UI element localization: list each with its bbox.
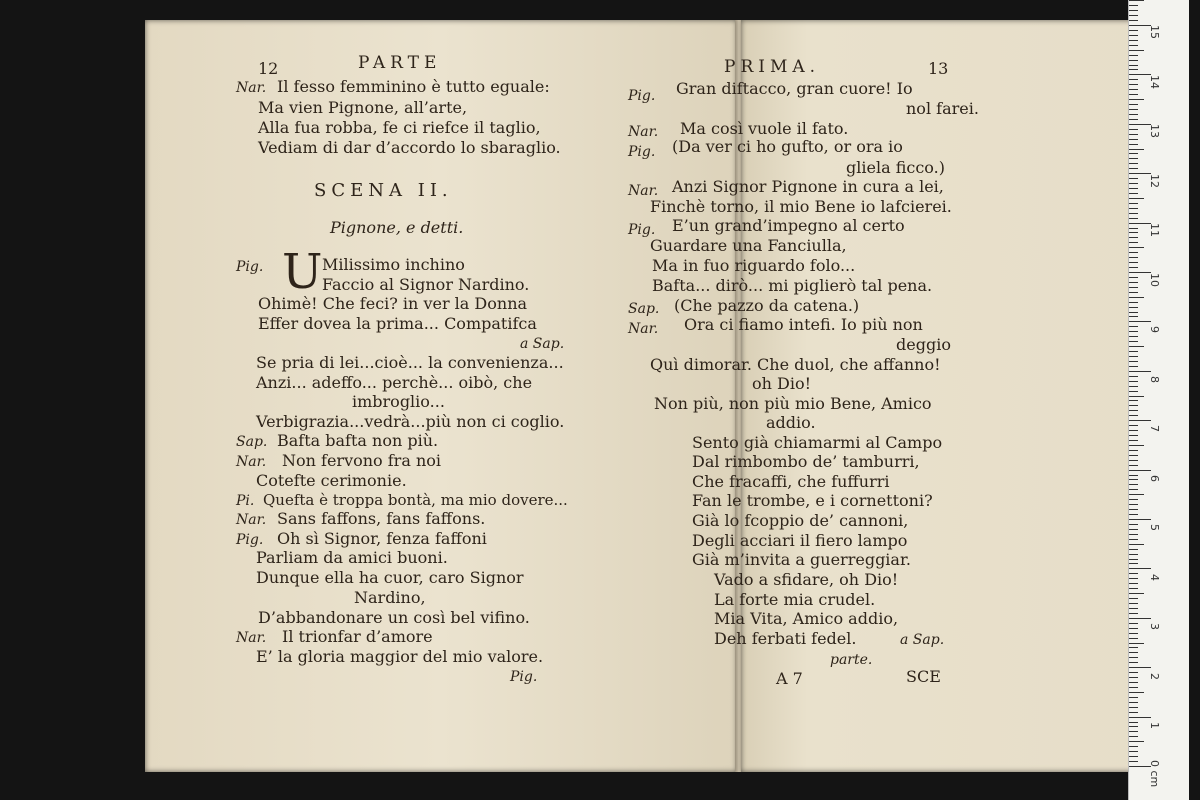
- verse-line: Già m’invita a guerreggiar.: [692, 550, 911, 569]
- ruler-tick: [1129, 40, 1138, 41]
- verse-line: Oh sì Signor, fenza faffoni: [277, 529, 487, 548]
- ruler-tick: [1129, 420, 1151, 421]
- ruler-tick: [1129, 672, 1138, 673]
- verse-line: Anzi... adeffo... perchè... oibò, che: [256, 373, 533, 392]
- ruler-tick: [1129, 203, 1138, 204]
- ruler-tick: [1129, 257, 1138, 258]
- ruler-tick: [1129, 568, 1151, 569]
- ruler-tick: [1129, 163, 1138, 164]
- verse-line: Sento già chiamarmi al Campo: [692, 433, 943, 452]
- ruler-tick: [1129, 514, 1138, 515]
- ruler-tick: [1129, 198, 1144, 199]
- ruler-number: 15: [1148, 25, 1161, 39]
- ruler-tick: [1129, 707, 1138, 708]
- verse-line: Fan le trombe, e i cornettoni?: [692, 491, 933, 510]
- ruler-tick: [1129, 346, 1144, 347]
- verse-line: Bafta... dirò... mi piglierò tal pena.: [652, 276, 933, 295]
- ruler-tick: [1129, 114, 1138, 115]
- verse-line: E’un grand’impegno al certo: [672, 216, 905, 235]
- verse-line: Faccio al Signor Nardino.: [322, 275, 530, 294]
- right-page-number: 13: [928, 59, 949, 78]
- ruler-tick: [1129, 35, 1138, 36]
- ruler-unit-label: 0 cm: [1148, 760, 1161, 788]
- ruler-number: 11: [1148, 223, 1161, 237]
- verse-line: Guardare una Fanciulla,: [650, 236, 847, 255]
- speaker: Nar.: [236, 80, 267, 96]
- ruler-tick: [1129, 316, 1138, 317]
- verse-line: Gran diftacco, gran cuore! Io: [676, 79, 913, 98]
- speaker: Nar.: [236, 454, 267, 470]
- ruler-tick: [1129, 613, 1138, 614]
- ruler-tick: [1129, 657, 1138, 658]
- ruler-tick: [1129, 193, 1138, 194]
- ruler-tick: [1129, 94, 1138, 95]
- speaker: Nar.: [628, 124, 659, 140]
- ruler-tick: [1129, 376, 1138, 377]
- left-running-head: PARTE: [358, 53, 442, 73]
- ruler-tick: [1129, 598, 1138, 599]
- verse-line: Bafta bafta non più.: [277, 431, 439, 450]
- ruler-tick: [1129, 144, 1138, 145]
- ruler-tick: [1129, 593, 1144, 594]
- verse-line: oh Dio!: [752, 374, 812, 393]
- ruler-number: 4: [1148, 574, 1161, 581]
- ruler-tick: [1129, 351, 1138, 352]
- ruler-tick: [1129, 386, 1138, 387]
- verse-line: Deh ferbati fedel.: [714, 629, 857, 648]
- ruler-tick: [1129, 717, 1151, 718]
- stage-direction: a Sap.: [900, 632, 945, 648]
- verse-line: Ma così vuole il fato.: [680, 119, 849, 138]
- speaker: Pig.: [628, 88, 656, 104]
- ruler-tick: [1129, 529, 1138, 530]
- ruler-tick: [1129, 544, 1144, 545]
- ruler-tick: [1129, 494, 1144, 495]
- ruler-number: 5: [1148, 524, 1161, 531]
- ruler-tick: [1129, 697, 1138, 698]
- ruler-tick: [1129, 751, 1138, 752]
- ruler-tick: [1129, 504, 1138, 505]
- verse-line: E’ la gloria maggior del mio valore.: [256, 647, 544, 666]
- ruler-tick: [1129, 746, 1138, 747]
- ruler-tick: [1129, 158, 1138, 159]
- ruler-tick: [1129, 0, 1144, 1]
- ruler-tick: [1129, 489, 1138, 490]
- verse-line: Dal rimbombo de’ tamburri,: [692, 452, 920, 471]
- ruler-tick: [1129, 396, 1144, 397]
- ruler-tick: [1129, 356, 1138, 357]
- ruler-tick: [1129, 321, 1151, 322]
- left-page-number: 12: [258, 59, 279, 78]
- ruler-tick: [1129, 292, 1138, 293]
- speaker: Pig.: [628, 144, 656, 160]
- verse-line: Nardino,: [354, 588, 426, 607]
- ruler-tick: [1129, 109, 1138, 110]
- verse-line: Dunque ella ha cuor, caro Signor: [256, 568, 524, 587]
- ruler-tick: [1129, 218, 1138, 219]
- ruler-tick: [1129, 242, 1138, 243]
- verse-line: Quì dimorar. Che duol, che affanno!: [650, 355, 941, 374]
- ruler-tick: [1129, 415, 1138, 416]
- ruler-tick: [1129, 371, 1151, 372]
- ruler-tick: [1129, 578, 1138, 579]
- ruler-tick: [1129, 618, 1151, 619]
- ruler-tick: [1129, 633, 1138, 634]
- ruler-tick: [1129, 282, 1138, 283]
- catchword: Pig.: [510, 669, 538, 685]
- ruler-tick: [1129, 307, 1138, 308]
- ruler-tick: [1129, 440, 1138, 441]
- ruler-tick: [1129, 761, 1138, 762]
- ruler-number: 10: [1148, 273, 1161, 287]
- verse-line: Vado a sfidare, oh Dio!: [714, 570, 899, 589]
- ruler-tick: [1129, 652, 1138, 653]
- ruler-tick: [1129, 312, 1138, 313]
- ruler-tick: [1129, 484, 1138, 485]
- verse-line: Ohimè! Che feci? in ver la Donna: [258, 294, 528, 313]
- verse-line: Non fervono fra noi: [282, 451, 442, 470]
- ruler-tick: [1129, 89, 1138, 90]
- ruler-tick: [1129, 519, 1151, 520]
- ruler-tick: [1129, 341, 1138, 342]
- ruler-tick: [1129, 677, 1138, 678]
- verse-line: La forte mia crudel.: [714, 590, 876, 609]
- ruler-tick: [1129, 687, 1138, 688]
- verse-line: D’abbandonare un così bel vifino.: [258, 608, 530, 627]
- speaker: Pig.: [236, 532, 264, 548]
- verse-line: Degli acciari il fiero lampo: [692, 531, 908, 550]
- ruler-tick: [1129, 647, 1138, 648]
- ruler-tick: [1129, 183, 1138, 184]
- ruler-tick: [1129, 445, 1144, 446]
- ruler-tick: [1129, 237, 1138, 238]
- ruler-tick: [1129, 208, 1138, 209]
- ruler-tick: [1129, 134, 1138, 135]
- verse-line: (Da ver ci ho gufto, or ora io: [672, 137, 903, 156]
- verse-line: Vediam di dar d’accordo lo sbaraglio.: [258, 138, 561, 157]
- verse-line: Milissimo inchino: [322, 255, 465, 274]
- ruler-tick: [1129, 149, 1144, 150]
- ruler-number: 6: [1148, 475, 1161, 482]
- ruler-tick: [1129, 65, 1138, 66]
- drop-cap: U: [282, 244, 323, 300]
- ruler-tick: [1129, 712, 1138, 713]
- right-running-head: PRIMA.: [724, 57, 821, 77]
- signature-mark: A 7: [776, 669, 803, 688]
- ruler-number: 1: [1148, 722, 1161, 729]
- ruler-tick: [1129, 588, 1138, 589]
- verse-line: deggio: [896, 335, 951, 354]
- verse-line: Finchè torno, il mio Bene io lafcierei.: [650, 197, 952, 216]
- ruler-tick: [1129, 213, 1138, 214]
- ruler-tick: [1129, 252, 1138, 253]
- ruler-tick: [1129, 479, 1138, 480]
- ruler-tick: [1129, 475, 1138, 476]
- verse-line: Ma vien Pignone, all’arte,: [258, 98, 468, 117]
- ruler-tick: [1129, 682, 1138, 683]
- verse-line: Sans faffons, fans faffons.: [277, 509, 486, 528]
- ruler-tick: [1129, 524, 1138, 525]
- ruler-tick: [1129, 232, 1138, 233]
- ruler-tick: [1129, 410, 1138, 411]
- ruler-tick: [1129, 139, 1138, 140]
- ruler-tick: [1129, 539, 1138, 540]
- ruler-tick: [1129, 608, 1138, 609]
- catchword: SCE: [906, 667, 941, 686]
- ruler-tick: [1129, 104, 1138, 105]
- speaker: Sap.: [236, 434, 268, 450]
- ruler-tick: [1129, 331, 1138, 332]
- speaker: Nar.: [628, 183, 659, 199]
- ruler-tick: [1129, 366, 1138, 367]
- speaker: Nar.: [236, 630, 267, 646]
- ruler-tick: [1129, 450, 1138, 451]
- stage-direction: a Sap.: [520, 336, 565, 352]
- ruler-tick: [1129, 391, 1138, 392]
- ruler-tick: [1129, 326, 1138, 327]
- ruler-tick: [1129, 499, 1138, 500]
- ruler-tick: [1129, 336, 1138, 337]
- ruler-tick: [1129, 5, 1138, 6]
- ruler-tick: [1129, 99, 1144, 100]
- ruler-tick: [1129, 425, 1138, 426]
- ruler-tick: [1129, 405, 1138, 406]
- ruler-tick: [1129, 129, 1138, 130]
- ruler-tick: [1129, 178, 1138, 179]
- ruler-tick: [1129, 534, 1138, 535]
- speaker: Nar.: [628, 321, 659, 337]
- measuring-ruler: [1128, 0, 1189, 800]
- verse-line: imbroglio...: [352, 392, 445, 411]
- ruler-tick: [1129, 460, 1138, 461]
- ruler-number: 13: [1148, 124, 1161, 138]
- ruler-tick: [1129, 15, 1138, 16]
- ruler-tick: [1129, 10, 1138, 11]
- ruler-tick: [1129, 731, 1138, 732]
- verse-line: Già lo fcoppio de’ cannoni,: [692, 511, 909, 530]
- ruler-tick: [1129, 603, 1138, 604]
- verse-line: Anzi Signor Pignone in cura a lei,: [672, 177, 944, 196]
- ruler-number: 12: [1148, 174, 1161, 188]
- ruler-number: 2: [1148, 673, 1161, 680]
- ruler-tick: [1129, 554, 1138, 555]
- ruler-tick: [1129, 726, 1138, 727]
- ruler-tick: [1129, 583, 1138, 584]
- ruler-tick: [1129, 188, 1138, 189]
- ruler-tick: [1129, 119, 1138, 120]
- ruler-tick: [1129, 79, 1138, 80]
- ruler-tick: [1129, 381, 1138, 382]
- verse-line: Che fracaffi, che fuffurri: [692, 472, 890, 491]
- ruler-number: 14: [1148, 75, 1161, 89]
- ruler-number: 9: [1148, 326, 1161, 333]
- ruler-tick: [1129, 722, 1138, 723]
- verse-line: Non più, non più mio Bene, Amico: [654, 394, 932, 413]
- ruler-tick: [1129, 509, 1138, 510]
- ruler-tick: [1129, 277, 1138, 278]
- ruler-tick: [1129, 361, 1138, 362]
- ruler-number: 7: [1148, 425, 1161, 432]
- ruler-tick: [1129, 559, 1138, 560]
- ruler-tick: [1129, 470, 1151, 471]
- ruler-tick: [1129, 69, 1138, 70]
- ruler-tick: [1129, 287, 1138, 288]
- ruler-tick: [1129, 297, 1144, 298]
- verse-line: nol farei.: [906, 99, 979, 118]
- verse-line: Se pria di lei...cioè... la convenienza...: [256, 353, 564, 372]
- ruler-tick: [1129, 60, 1138, 61]
- ruler-tick: [1129, 563, 1138, 564]
- verse-line: Effer dovea la prima... Compatifca: [258, 314, 537, 333]
- ruler-tick: [1129, 692, 1144, 693]
- verse-line: addio.: [766, 413, 816, 432]
- ruler-tick: [1129, 741, 1144, 742]
- stage-direction: parte.: [830, 652, 873, 668]
- ruler-tick: [1129, 84, 1138, 85]
- speaker: Pi.: [236, 493, 255, 509]
- speaker: Sap.: [628, 301, 660, 317]
- ruler-tick: [1129, 573, 1138, 574]
- ruler-number: 3: [1148, 623, 1161, 630]
- verse-line: Verbigrazia...vedrà...più non ci coglio.: [256, 412, 565, 431]
- scene-characters: Pignone, e detti.: [330, 218, 464, 237]
- ruler-tick: [1129, 455, 1138, 456]
- ruler-tick: [1129, 267, 1138, 268]
- ruler-tick: [1129, 20, 1138, 21]
- scene-title: SCENA II.: [314, 180, 453, 201]
- speaker: Pig.: [236, 259, 264, 275]
- speaker: Nar.: [236, 512, 267, 528]
- ruler-tick: [1129, 400, 1138, 401]
- verse-line: Il fesso femminino è tutto eguale:: [277, 77, 550, 96]
- ruler-tick: [1129, 30, 1138, 31]
- ruler-tick: [1129, 430, 1138, 431]
- ruler-tick: [1129, 50, 1144, 51]
- ruler-tick: [1129, 228, 1138, 229]
- ruler-tick: [1129, 756, 1138, 757]
- verse-line: Mia Vita, Amico addio,: [714, 609, 899, 628]
- ruler-tick: [1129, 153, 1138, 154]
- ruler-tick: [1129, 643, 1144, 644]
- ruler-tick: [1129, 302, 1138, 303]
- ruler-tick: [1129, 55, 1138, 56]
- verse-line: Cotefte cerimonie.: [256, 471, 407, 490]
- ruler-tick: [1129, 435, 1138, 436]
- ruler-tick: [1129, 702, 1138, 703]
- ruler-tick: [1129, 628, 1138, 629]
- ruler-tick: [1129, 662, 1138, 663]
- ruler-tick: [1129, 247, 1144, 248]
- verse-line: Quefta è troppa bontà, ma mio dovere...: [263, 491, 568, 509]
- ruler-tick: [1129, 736, 1138, 737]
- verse-line: gliela ficco.): [846, 158, 945, 177]
- verse-line: Ma in fuo riguardo folo...: [652, 256, 856, 275]
- ruler-number: 8: [1148, 376, 1161, 383]
- verse-line: Ora ci fiamo intefi. Io più non: [684, 315, 923, 334]
- verse-line: Alla fua robba, fe ci riefce il taglio,: [258, 118, 541, 137]
- verse-line: Il trionfar d’amore: [282, 627, 433, 646]
- ruler-tick: [1129, 465, 1138, 466]
- ruler-tick: [1129, 667, 1151, 668]
- ruler-tick: [1129, 168, 1138, 169]
- ruler-tick: [1129, 45, 1138, 46]
- speaker: Pig.: [628, 222, 656, 238]
- verse-line: (Che pazzo da catena.): [674, 296, 860, 315]
- verse-line: Parliam da amici buoni.: [256, 548, 448, 567]
- ruler-tick: [1129, 549, 1138, 550]
- ruler-tick: [1129, 262, 1138, 263]
- ruler-tick: [1129, 623, 1138, 624]
- ruler-tick: [1129, 638, 1138, 639]
